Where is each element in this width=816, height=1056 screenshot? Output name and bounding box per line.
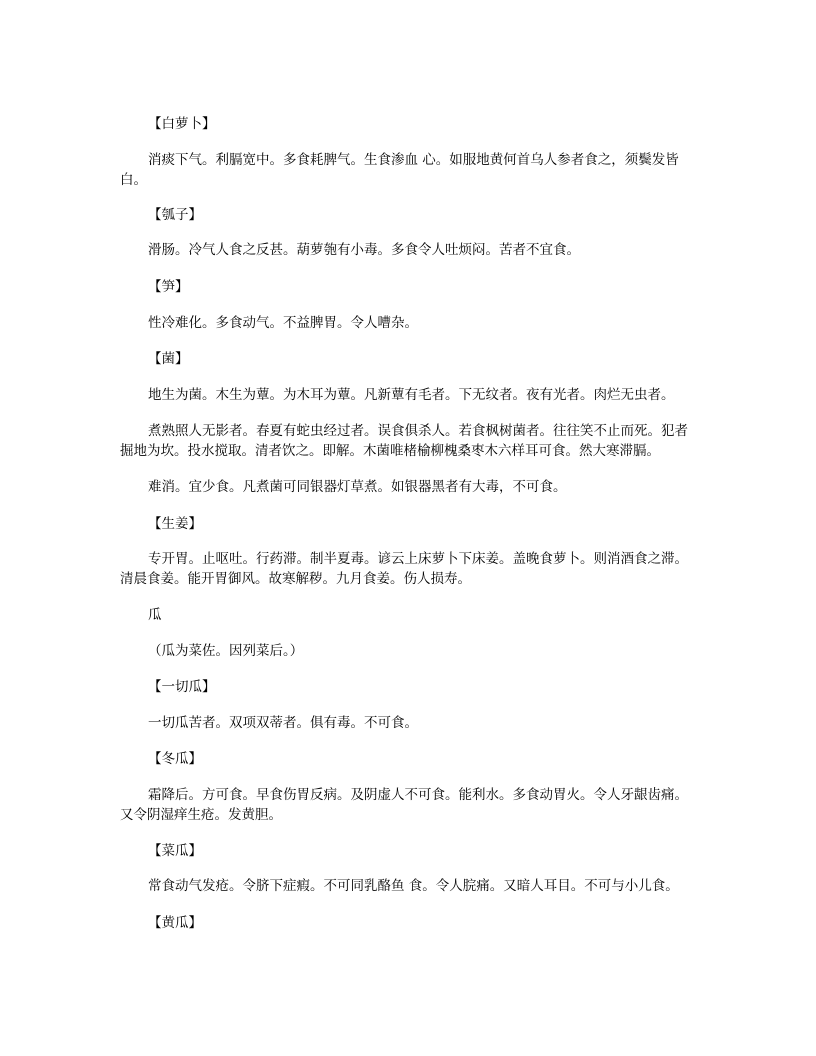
section-note-gua: （瓜为菜佐。因列菜后。） [148,643,304,659]
heading-bai-luobo: 【白萝卜】 [148,116,216,132]
heading-cai-gua: 【菜瓜】 [148,843,202,859]
paragraph-dong-gua: 霜降后。方可食。早食伤胃反病。及阴虚人不可食。能利水。多食动胃火。令人牙龈齿痛。又令阴湿痒生疮。发黄胆。 [120,787,688,823]
paragraph-cai-gua: 常食动气发疮。令脐下症瘕。不可同乳酪鱼 食。令人脘痛。又暗人耳目。不可与小儿食。 [148,878,679,894]
heading-sun: 【笋】 [148,279,189,295]
heading-yiqie-gua: 【一切瓜】 [148,679,216,695]
heading-dong-gua: 【冬瓜】 [148,751,202,767]
heading-huang-gua: 【黄瓜】 [148,915,202,931]
paragraph-yiqie-gua: 一切瓜苦者。双项双蒂者。俱有毒。不可食。 [148,715,418,731]
paragraph-hu-zi: 滑肠。冷气人食之反甚。葫萝匏有小毒。多食令人吐烦闷。苦者不宜食。 [148,242,580,258]
paragraph-jun-2: 煮熟照人无影者。春夏有蛇虫经过者。误食俱杀人。若食枫树菌者。往往笑不止而死。犯者掘地为坎。投水搅取。清者饮之。即解。木菌唯楮榆柳槐桑枣木六样耳可食。然大寒滞膈。 [120,423,688,459]
paragraph-jun-1: 地生为菌。木生为蕈。为木耳为蕈。凡新蕈有毛者。下无纹者。夜有光者。肉烂无虫者。 [148,387,675,403]
paragraph-sun: 性冷难化。多食动气。不益脾胃。令人嘈杂。 [148,315,418,331]
section-title-gua: 瓜 [148,607,162,623]
paragraph-bai-luobo: 消痰下气。利膈宽中。多食耗脾气。生食渗血 心。如服地黄何首乌人参者食之，须鬓发皆白。 [120,152,679,188]
paragraph-sheng-jiang: 专开胃。止呕吐。行药滞。制半夏毒。谚云上床萝卜下床姜。盖晚食萝卜。则消酒食之滞。清晨食姜。能开胃御风。故寒解秽。九月食姜。伤人损寿。 [120,551,688,587]
heading-jun: 【菌】 [148,351,189,367]
heading-sheng-jiang: 【生姜】 [148,516,202,532]
heading-hu-zi: 【瓠子】 [148,207,202,223]
paragraph-jun-3: 难消。宜少食。凡煮菌可同银器灯草煮。如银器黑者有大毒，不可食。 [148,479,567,495]
